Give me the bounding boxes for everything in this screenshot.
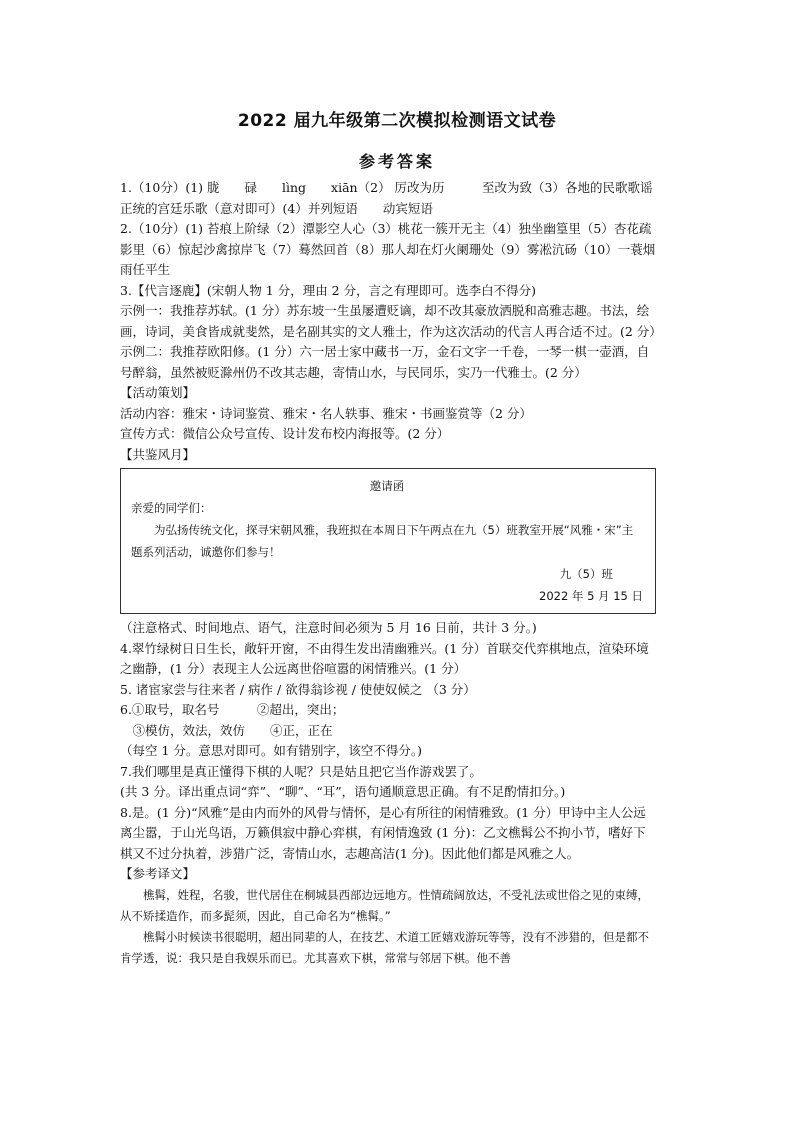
answer-q3-example-1: 示例一：我推荐苏轼。(1 分）苏东坡一生虽屡遭贬谪，却不改其豪放洒脱和高雅志趣。书法，绘画，诗词，美食皆成就斐然，是名副其实的文人雅士，作为这次活动的代言人再合适不过。(2 分） xyxy=(120,303,662,339)
answer-q4: 4.翠竹绿树日日生长，敞轩开窗，不由得生发出清幽雅兴。(1 分）首联交代弈棋地点，渲染环境之幽静，(1 分）表现主人公远离世俗喧嚣的闲情雅兴。(1 分） xyxy=(120,640,649,676)
answer-q3-example-2: 示例二：我推荐欧阳修。(1 分）六一居士家中藏书一万，金石文字一千卷，一琴一棋一壶酒，自号醉翁，虽然被贬滁州仍不改其志趣，寄情山水，与民同乐，实乃一代雅士。(2 分） xyxy=(120,344,650,380)
answer-q6-line-2: ③模仿，效法，效仿 ④正，正在 xyxy=(120,722,333,738)
translation-paragraph-1: 樵髯，姓程，名骏，世代居住在桐城县西部边远地方。性情疏阔放达，不受礼法或世俗之见的束缚，从不矫揉造作，而多髭须，因此，自己命名为“樵髯。” xyxy=(120,887,649,923)
answer-q7-note: (共 3 分。译出重点词“弈”、“聊”、“耳”，语句通顺意思正确。有不足酌情扣分。) xyxy=(120,784,566,799)
translation-paragraph-2: 樵髯小时候读书很聪明，超出同辈的人，在技艺、术道工匠嬉戏游玩等等，没有不涉猎的，但是都不肯学透，说：我只是自我娱乐而已。尤其喜欢下棋，常常与邻居下棋。他不善 xyxy=(120,929,649,965)
answer-q3-heading: 3.【代言逐鹿】(宋朝人物 1 分，理由 2 分，言之有理即可。选李白不得分) xyxy=(120,282,536,298)
plan-content: 活动内容：雅宋・诗词鉴赏、雅宋・名人轶事、雅宋・书画鉴赏等（2 分） xyxy=(120,405,532,421)
translation-heading: 【参考译文】 xyxy=(120,866,196,881)
share-heading: 【共鉴风月】 xyxy=(120,446,196,462)
invitation-title: 邀请函 xyxy=(369,479,405,493)
answer-q2: 2.（10分）(1) 苔痕上阶绿（2）潭影空人心（3）桃花一簇开无主（4）独坐幽篁里（5）杏花疏影里（6）惊起沙禽掠岸飞（7）蓦然回首（8）那人却在灯火阑珊处（9）雾凇沆砀（10）一蓑烟雨任平生 xyxy=(120,221,656,277)
page-title: 2022 届九年级第二次模拟检测语文试卷 xyxy=(237,111,557,131)
answer-q6-note: （每空 1 分。意思对即可。如有错别字，该空不得分。) xyxy=(120,743,423,758)
invitation-body: 为弘扬传统文化，探寻宋朝风雅，我班拟在本周日下午两点在九（5）班教室开展“风雅・宋”主题系列活动，诚邀你们参与！ xyxy=(131,523,634,559)
invitation-note: （注意格式、时间地点、语气，注意时间必须为 5 月 16 日前，共计 3 分。) xyxy=(120,620,537,635)
page-subtitle: 参考答案 xyxy=(358,152,435,171)
answer-q6-line-1: 6.①取号，取名号 ②超出，突出； xyxy=(120,702,345,717)
invitation-date: 2022 年 5 月 15 日 xyxy=(539,589,643,603)
answer-q7: 7.我们哪里是真正懂得下棋的人呢？只是姑且把它当作游戏罢了。 xyxy=(120,763,482,779)
plan-publicity: 宣传方式：微信公众号宣传、设计发布校内海报等。(2 分） xyxy=(120,426,450,441)
answer-body xyxy=(120,178,666,969)
invitation-box xyxy=(120,468,656,614)
invitation-greeting: 亲爱的同学们： xyxy=(131,501,212,515)
answer-q5: 5. 诸宦家尝与往来者 / 病作 / 欲得翁诊视 / 使使奴候之 （3 分） xyxy=(120,681,476,697)
answer-q8: 8.是。(1 分)“风雅”是由内而外的风骨与情怀，是心有所往的闲情雅致。(1 分）甲诗中主人公远离尘嚣，于山光鸟语，万籁俱寂中静心弈棋，有闲情逸致 (1 分)：乙文樵髯公不拘小节，嗜好下棋又不过分执着，涉猎广泛，寄情山水，志趣高洁(1 分)。因此他们都是风雅之人。 xyxy=(120,804,646,861)
invitation-signature: 九（5）班 xyxy=(559,567,613,581)
answer-q1: 1.（10分）(1) 胧 碌 lìng xiān（2） 厉改为历 至改为致（3）各地的民歌歌谣 正统的宫廷乐歌（意对即可）(4）并列短语 动宾短语 xyxy=(120,180,666,216)
plan-heading: 【活动策划】 xyxy=(120,385,196,400)
